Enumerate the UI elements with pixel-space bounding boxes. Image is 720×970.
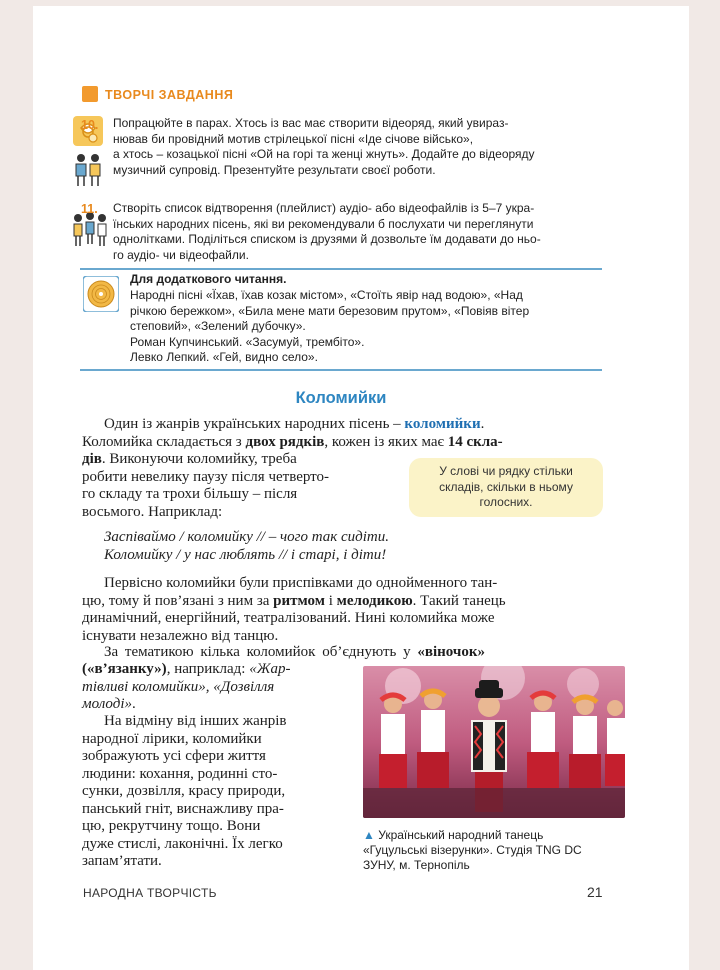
paragraph-3-cont <box>82 661 352 714</box>
task-10-text <box>113 116 633 178</box>
note-line: складів, скільки в ньому <box>439 479 573 494</box>
p3-italic: «Жар- <box>249 661 291 677</box>
p1-line: го складу та трохи більшу – після <box>82 486 298 502</box>
p4-line: На відміну від інших жанрів <box>104 713 287 729</box>
reading-line: річкою бережком», «Била мене мати березовим прутом», «Повіяв вітер <box>130 303 530 318</box>
task-10-line: Попрацюйте в парах. Хтось із вас має створити відеоряд, який увираз- <box>113 116 509 130</box>
p2-bold: мелодикою <box>336 592 413 609</box>
p3-text: . <box>131 696 136 712</box>
note-line: голосних. <box>479 495 533 509</box>
creative-tasks-title: ТВОРЧІ ЗАВДАННЯ <box>105 88 234 102</box>
p2-line: існувати незалежно від танцю. <box>82 627 279 644</box>
p1-bold: двох рядків <box>245 433 325 450</box>
caption-line: ЗУНУ, м. Тернопіль <box>363 858 470 872</box>
textbook-page <box>33 6 689 970</box>
p4-line: цю, рекрутчину тощо. Вони <box>82 818 261 834</box>
p1-line: восьмого. Наприклад: <box>82 503 223 520</box>
task-10-line: музичний супровід. Презентуйте результати своєї роботи. <box>113 162 436 177</box>
p1-line: робити невелику паузу після четверто- <box>82 468 330 485</box>
p4-line: народної лірики, коломийки <box>82 730 262 747</box>
p1-text: . <box>480 416 485 432</box>
task-11-number: 11. <box>81 202 98 216</box>
p4-line: дуже стислі, лаконічні. Їх легко <box>82 835 283 852</box>
reading-line: Роман Купчинський. «Засумуй, трембіто». <box>130 334 365 349</box>
p4-line: зображують усі сфери життя <box>82 748 266 764</box>
section-marker-square <box>82 86 98 102</box>
caption-triangle-icon: ▲ <box>363 828 375 842</box>
p1-text: , кожен із яких має <box>324 433 448 450</box>
page-number: 21 <box>587 884 603 900</box>
p4-line: панський гніт, виснажливу пра- <box>82 800 284 817</box>
reading-line: степовий», «Зелений дубочку». <box>130 319 306 333</box>
p2-line: динамічний, енергійний, театралізований. Нині коломийка може <box>82 610 495 626</box>
p2-text: і <box>324 592 337 609</box>
task-11-line: го аудіо- чи відеофайли. <box>113 247 249 262</box>
example-kolomyika <box>104 529 604 564</box>
reading-line: Левко Лепкий. «Гей, видно село». <box>130 350 318 364</box>
reading-line: Народні пісні «Їхав, їхав козак містом», «Стоїть явір над водою», «Над <box>130 288 523 302</box>
term-kolomyiky: коломийки <box>404 416 481 432</box>
caption-line: «Гуцульські візерунки». Студія TNG DC <box>363 843 582 857</box>
note-line: У слові чи рядку стільки <box>439 464 573 478</box>
paragraph-4 <box>82 713 344 871</box>
footer-section-name: НАРОДНА ТВОРЧІСТЬ <box>83 886 217 900</box>
paragraph-3 <box>82 644 602 662</box>
p3-text: , наприклад: <box>166 661 250 677</box>
p4-line: людини: кохання, родинні сто- <box>82 765 278 782</box>
p1-bold: дів <box>82 451 102 467</box>
reading-top-rule <box>80 268 602 270</box>
p4-line: сунки, дозвілля, красу природи, <box>82 783 286 799</box>
p3-bold: («в’язанку») <box>82 661 167 677</box>
reading-list <box>130 288 610 366</box>
task-11-line: їнських народних пісень, які ви рекомендували б послухати чи переглянути <box>113 216 534 231</box>
p1-text: Коломийка складається з <box>82 433 246 450</box>
paragraph-1 <box>82 416 602 451</box>
paragraph-1-cont <box>82 451 390 521</box>
p1-text: . Виконуючи коломийку, треба <box>101 451 297 467</box>
p3-italic: молоді» <box>82 696 132 712</box>
task-11-line: Створіть список відтворення (плейлист) аудіо- або відеофайлів із 5–7 укра- <box>113 201 535 215</box>
p2-bold: ритмом <box>273 592 325 609</box>
task-10-number: 10. <box>81 118 99 132</box>
dance-photo <box>363 666 625 818</box>
task-10-line: а хтось – козацької пісні «Ой на горі та женці жнуть». Додайте до відеоряду <box>113 147 535 161</box>
pair-work-icon <box>76 154 100 186</box>
p4-line: запам’ятати. <box>82 853 162 869</box>
photo-caption <box>363 828 625 873</box>
reading-title: Для додаткового читання. <box>130 272 287 286</box>
section-title: Коломийки <box>295 389 387 407</box>
task-11-text <box>113 201 633 263</box>
p3-bold: «віночок» <box>417 644 485 660</box>
p3-italic: тівливі коломийки», «Дозвілля <box>82 678 275 695</box>
syllable-note <box>409 458 603 517</box>
paragraph-2 <box>82 575 602 645</box>
music-disc-icon <box>83 276 119 312</box>
caption-line: Український народний танець <box>378 828 544 842</box>
reading-bottom-rule <box>80 369 602 371</box>
task-10-line: нював би провідний мотив стрілецької пісні «Іде січове військо», <box>113 131 474 146</box>
p1-bold: 14 скла- <box>447 433 503 450</box>
p2-text: . Такий танець <box>412 592 506 609</box>
p1-text: Один із жанрів українських народних пісень – <box>104 416 405 432</box>
task-11-line: однолітками. Поділіться списком із друзями й дозвольте їм додавати до ньо- <box>113 232 541 246</box>
example-line: Коломийку / у нас люблять // і старі, і діти! <box>104 546 387 563</box>
p3-text: За тематикою кілька коломийок об’єднують у <box>104 644 418 660</box>
example-line: Заспіваймо / коломийку // – чого так сидіти. <box>104 529 389 545</box>
p2-text: цю, тому й пов’язані з ним за <box>82 592 274 609</box>
p2-line: Первісно коломийки були приспівками до однойменного тан- <box>104 575 498 591</box>
